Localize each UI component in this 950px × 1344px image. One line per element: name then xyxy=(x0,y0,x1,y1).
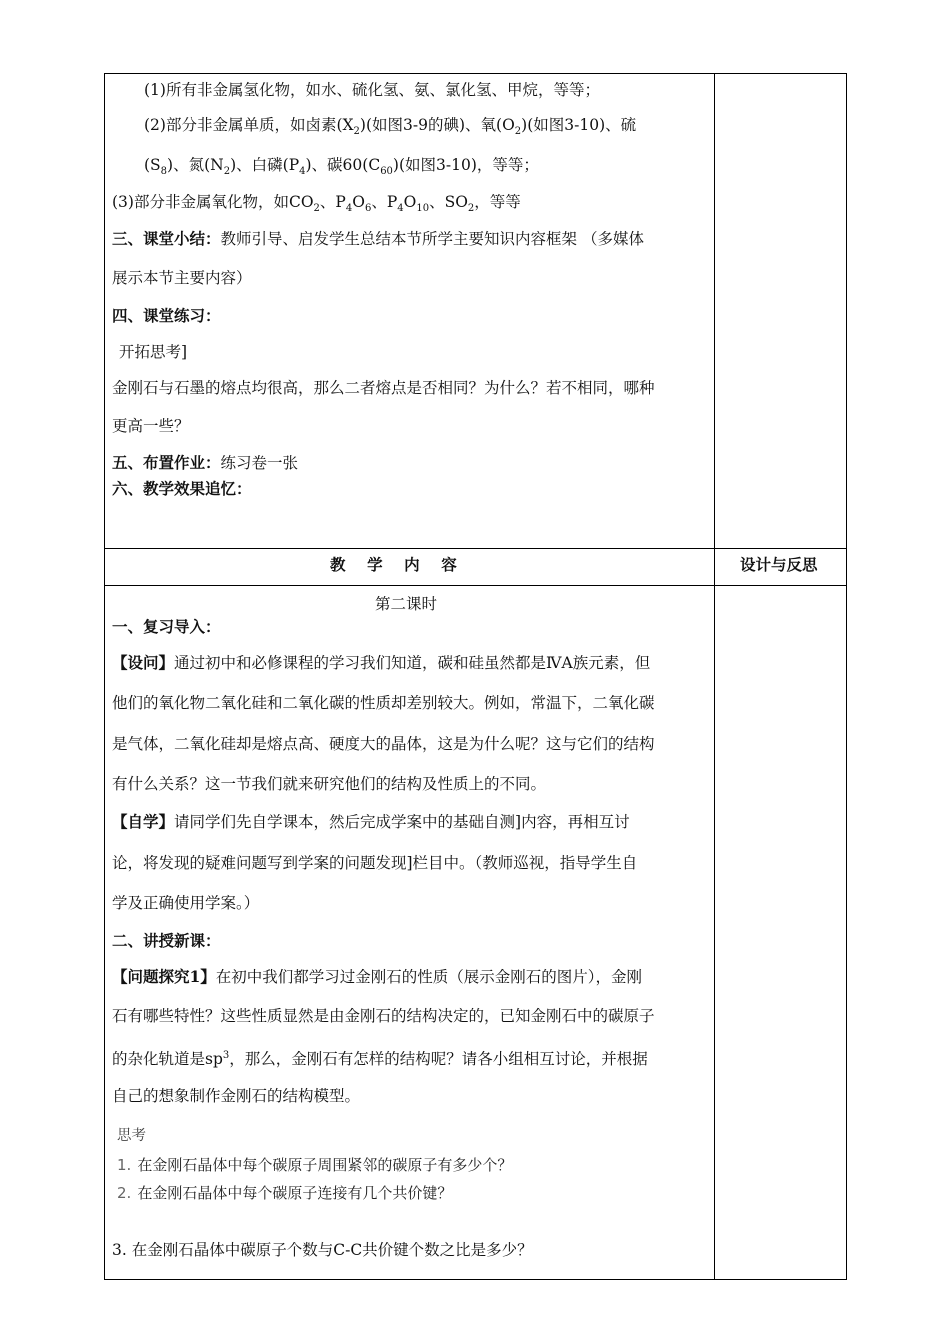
practice-subheading: 开拓思考] xyxy=(119,343,188,361)
review-heading: 一、复习导入： xyxy=(112,617,221,636)
explore-line-1: 【问题探究1】在初中我们都学习过金刚石的性质（展示金刚石的图片），金刚 xyxy=(112,967,643,986)
homework-heading: 五、布置作业： xyxy=(112,453,221,472)
explore-line-3: 的杂化轨道是$sp^3$，那么，金刚石有怎样的结构呢？请各小组相互讨论，并根据 xyxy=(112,1050,648,1069)
line-hydrides: (1)所有非金属氢化物，如水、硫化氢、氨、氯化氢、甲烷，等等； xyxy=(144,81,600,99)
think-question-2: 2. 在金刚石晶体中每个碳原子连接有几个共价键？ xyxy=(117,1184,453,1202)
line-elements-2: $(S_8)$、氮$(N_2)$、白磷$(P_4)$、碳$60(C_{60})$(如图3-10)，等等； xyxy=(144,156,539,178)
question-para-line-4: 有什么关系？这一节我们就来研究他们的结构及性质上的不同。 xyxy=(112,775,547,793)
homework-line: 五、布置作业：练习卷一张 xyxy=(112,453,299,472)
summary-heading: 三、课堂小结： xyxy=(112,229,221,248)
summary-line-2: 展示本节主要内容） xyxy=(112,269,252,287)
lesson-title: 第二课时 xyxy=(375,595,438,613)
line-oxides: (3)部分非金属氧化物，如$CO_2$、$P_4O_6$、$P_4O_{10}$、$SO_2$，等等 xyxy=(112,193,521,215)
question-para-line-3: 是气体，二氧化硅却是熔点高、硬度大的晶体，这是为什么呢？这与它们的结构 xyxy=(112,735,655,753)
self-study-line-3: 学及正确使用学案。） xyxy=(112,894,260,912)
think-heading: 思考 xyxy=(117,1128,146,1144)
reflection-cell-bottom xyxy=(715,586,847,1280)
think-question-1: 1. 在金刚石晶体中每个碳原子周围紧邻的碳原子有多少个？ xyxy=(117,1156,513,1174)
summary-line: 三、课堂小结：教师引导、启发学生总结本节所学主要知识内容框架 （多媒体 xyxy=(112,229,644,248)
question-para-line-1: 【设问】通过初中和必修课程的学习我们知道，碳和硅虽然都是ⅣA族元素，但 xyxy=(112,653,651,672)
new-lesson-heading: 二、讲授新课： xyxy=(112,931,221,950)
reflection-heading: 六、教学效果追忆： xyxy=(112,479,252,498)
teaching-content-header: 教 学 内 容 xyxy=(330,555,457,574)
think-question-3: 3. 在金刚石晶体中碳原子个数与C-C共价键个数之比是多少？ xyxy=(112,1241,533,1259)
self-study-line-1: 【自学】请同学们先自学课本，然后完成学案中的基础自测]内容，再相互讨 xyxy=(112,812,630,831)
practice-question-line-2: 更高一些？ xyxy=(112,417,190,435)
explore-line-2: 石有哪些特性？这些性质显然是由金刚石的结构决定的，已知金刚石中的碳原子 xyxy=(112,1007,655,1025)
explore-line-4: 自己的想象制作金刚石的结构模型。 xyxy=(112,1087,361,1105)
design-reflection-header: 设计与反思 xyxy=(740,555,818,574)
self-study-line-2: 论，将发现的疑难问题写到学案的问题发现]栏目中。（教师巡视，指导学生自 xyxy=(112,854,638,872)
line-elements-1: (2)部分非金属单质，如卤素$(X_2)$(如图3-9的碘)、氧$(O_2)$(如图3-10)、硫 xyxy=(144,116,637,138)
reflection-cell-top xyxy=(715,74,847,549)
practice-question-line-1: 金刚石与石墨的熔点均很高，那么二者熔点是否相同？为什么？若不相同，哪种 xyxy=(112,379,655,397)
practice-heading: 四、课堂练习： xyxy=(112,306,221,325)
question-para-line-2: 他们的氧化物二氧化硅和二氧化碳的性质却差别较大。例如，常温下，二氧化碳 xyxy=(112,694,655,712)
